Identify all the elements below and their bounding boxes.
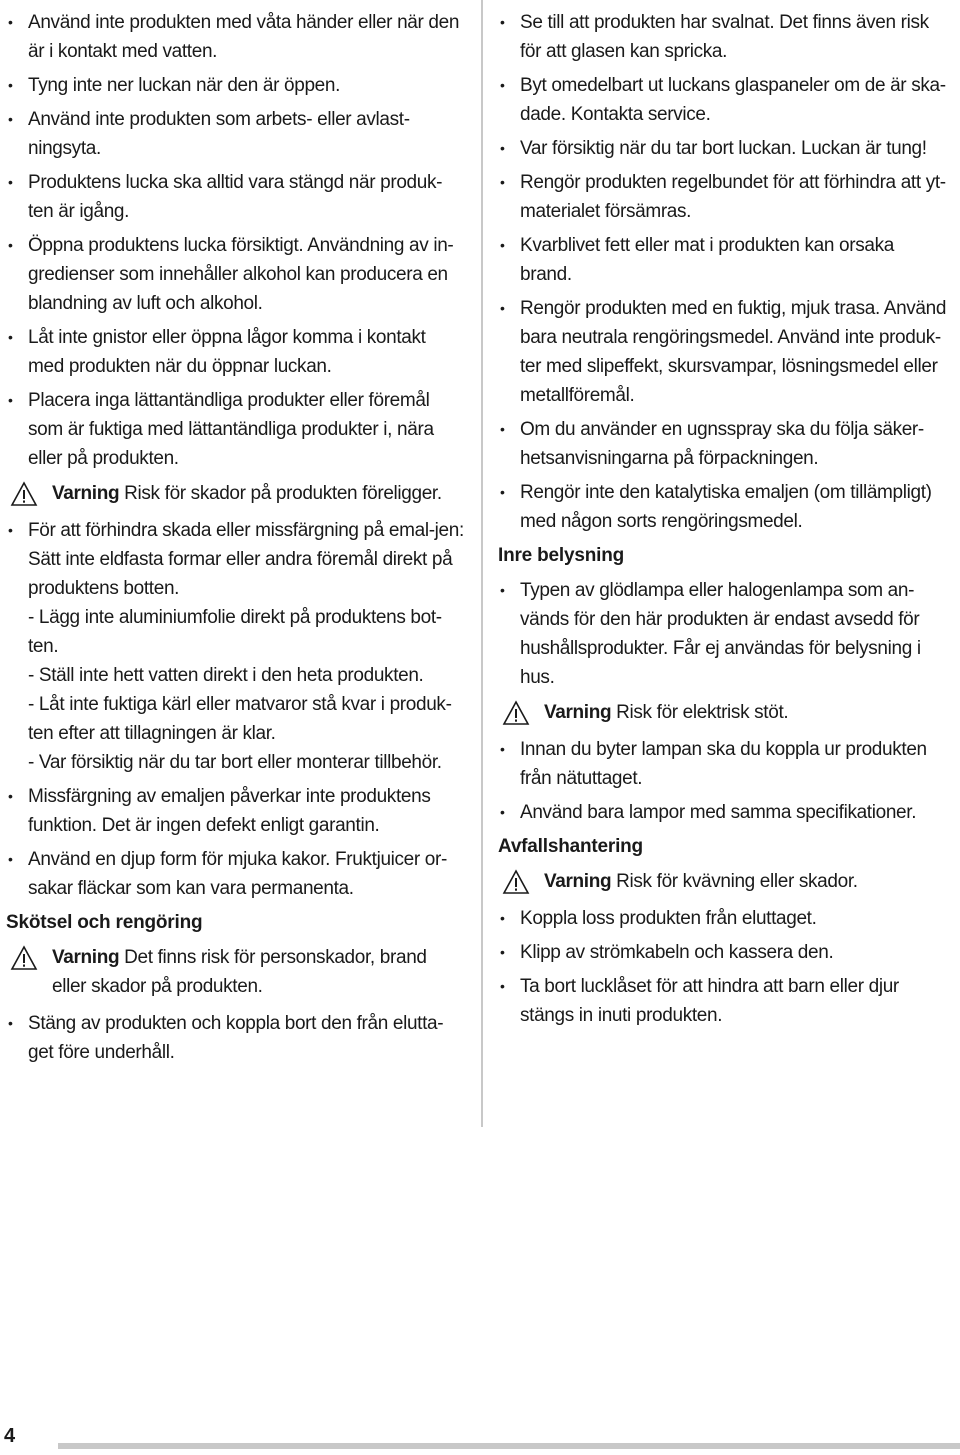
bullet-glyph: • (500, 582, 505, 598)
warning-triangle-icon (502, 869, 530, 895)
list-item: • Använd inte produkten med våta händer eller när den är i kontakt med vatten. (6, 8, 464, 66)
list-item: • Var försiktig när du tar bort luckan. Luckan är tung! (498, 134, 950, 163)
column-divider (481, 0, 483, 1127)
footer-rule (58, 1443, 960, 1449)
warning-text: Risk för elektrisk stöt. (611, 702, 789, 723)
list-item: • Tyng inte ner luckan när den är öppen. (6, 71, 464, 100)
warning-label: Varning (544, 871, 612, 892)
bullet-glyph: • (500, 944, 505, 960)
bullet-glyph: • (500, 300, 505, 316)
bullet-list-left-top (6, 8, 464, 473)
bullet-glyph: • (8, 1015, 13, 1031)
bullet-glyph: • (8, 77, 13, 93)
list-item: • Rengör produkten regelbundet för att förhindra att yt-materialet försämras. (498, 168, 950, 226)
section-heading-light: Inre belysning (498, 545, 625, 566)
bullet-glyph: • (500, 484, 505, 500)
warning-text: Risk för skador på produkten föreligger. (119, 483, 442, 504)
bullet-glyph: • (8, 111, 13, 127)
warning-label: Varning (52, 483, 120, 504)
list-item: • Se till att produkten har svalnat. Det finns även risk för att glasen kan spricka. (498, 8, 950, 66)
list-item: • Koppla loss produkten från eluttaget. (498, 904, 950, 933)
list-item: • Placera inga lättantändliga produkter eller föremål som är fuktiga med lättantändliga produkter i, nära eller på produkten. (6, 386, 464, 473)
bullet-glyph: • (500, 804, 505, 820)
bullet-glyph: • (8, 851, 13, 867)
bullet-glyph: • (8, 392, 13, 408)
bullet-list-discoloration (6, 516, 464, 903)
bullet-list-right-top (498, 8, 950, 536)
section-heading-waste: Avfallshantering (498, 836, 643, 857)
warning-notice (6, 479, 464, 508)
list-item: • Låt inte gnistor eller öppna lågor komma i kontakt med produkten när du öppnar luckan. (6, 323, 464, 381)
bullet-glyph: • (8, 788, 13, 804)
list-item: • Stäng av produkten och koppla bort den från elutta-get före underhåll. (6, 1009, 464, 1067)
bullet-glyph: • (500, 14, 505, 30)
bullet-glyph: • (500, 910, 505, 926)
bullet-list-waste (498, 904, 950, 1030)
list-item: • Klipp av strömkabeln och kassera den. (498, 938, 950, 967)
bullet-list-light (498, 576, 950, 692)
bullet-glyph: • (500, 978, 505, 994)
list-item: • För att förhindra skada eller missfärgning på emal-jen: Sätt inte eldfasta formar eller andra föremål direkt på produktens botten. - Lägg inte aluminiumfolie direkt på produktens bot-ten. - Ställ inte hett vatten direkt i den heta produkten. - Låt inte fuktiga kärl eller matvaror stå kvar i produk-ten efter att tillagningen är klar. - Var försiktig när du tar bort eller monterar tillbehör. (6, 516, 464, 777)
warning-label: Varning (544, 702, 612, 723)
left-column (6, 8, 464, 1072)
bullet-glyph: • (500, 140, 505, 156)
list-item: • Använd bara lampor med samma specifikationer. (498, 798, 950, 827)
warning-text: Det finns risk för personskador, brand eller skador på produkten. (52, 947, 427, 997)
bullet-list-light-2 (498, 735, 950, 827)
list-item: • Produktens lucka ska alltid vara stängd när produk-ten är igång. (6, 168, 464, 226)
list-item: • Använd inte produkten som arbets- eller avlast-ningsyta. (6, 105, 464, 163)
bullet-glyph: • (8, 174, 13, 190)
warning-triangle-icon (10, 945, 38, 971)
list-item: • Öppna produktens lucka försiktigt. Användning av in-gredienser som innehåller alkohol kan producera en blandning av luft och alkohol. (6, 231, 464, 318)
bullet-glyph: • (500, 174, 505, 190)
warning-notice (6, 943, 464, 1001)
list-item: • Om du använder en ugnsspray ska du följa säker-hetsanvisningarna på förpackningen. (498, 415, 950, 473)
bullet-glyph: • (500, 421, 505, 437)
list-item: • Innan du byter lampan ska du koppla ur produkten från nätuttaget. (498, 735, 950, 793)
warning-notice (498, 867, 950, 896)
bullet-glyph: • (8, 522, 13, 538)
right-column (498, 8, 950, 1035)
list-item: • Kvarblivet fett eller mat i produkten kan orsaka brand. (498, 231, 950, 289)
list-item: • Rengör inte den katalytiska emaljen (om tillämpligt) med någon sorts rengöringsmedel. (498, 478, 950, 536)
bullet-list-left-bottom (6, 1009, 464, 1067)
bullet-glyph: • (500, 77, 505, 93)
bullet-glyph: • (8, 14, 13, 30)
bullet-glyph: • (8, 237, 13, 253)
list-item: • Missfärgning av emaljen påverkar inte produktens funktion. Det är ingen defekt enligt garantin. (6, 782, 464, 840)
list-item: • Använd en djup form för mjuka kakor. Fruktjuicer or-sakar fläckar som kan vara permanenta. (6, 845, 464, 903)
list-item: • Rengör produkten med en fuktig, mjuk trasa. Använd bara neutrala rengöringsmedel. Använd inte produk-ter med slipeffekt, skursvampar, lösningsmedel eller metallföremål. (498, 294, 950, 410)
page-number: 4 (4, 1425, 15, 1447)
warning-label: Varning (52, 947, 120, 968)
bullet-glyph: • (500, 741, 505, 757)
warning-triangle-icon (502, 700, 530, 726)
list-item: • Ta bort lucklåset för att hindra att barn eller djur stängs in inuti produkten. (498, 972, 950, 1030)
bullet-glyph: • (8, 329, 13, 345)
warning-triangle-icon (10, 481, 38, 507)
section-heading-care: Skötsel och rengöring (6, 912, 203, 933)
bullet-glyph: • (500, 237, 505, 253)
warning-text: Risk för kvävning eller skador. (611, 871, 858, 892)
list-item: • Byt omedelbart ut luckans glaspaneler om de är ska-dade. Kontakta service. (498, 71, 950, 129)
list-item: • Typen av glödlampa eller halogenlampa som an-vänds för den här produkten är endast avsedd för hushållsprodukter. Får ej användas för belysning i hus. (498, 576, 950, 692)
warning-notice (498, 698, 950, 727)
